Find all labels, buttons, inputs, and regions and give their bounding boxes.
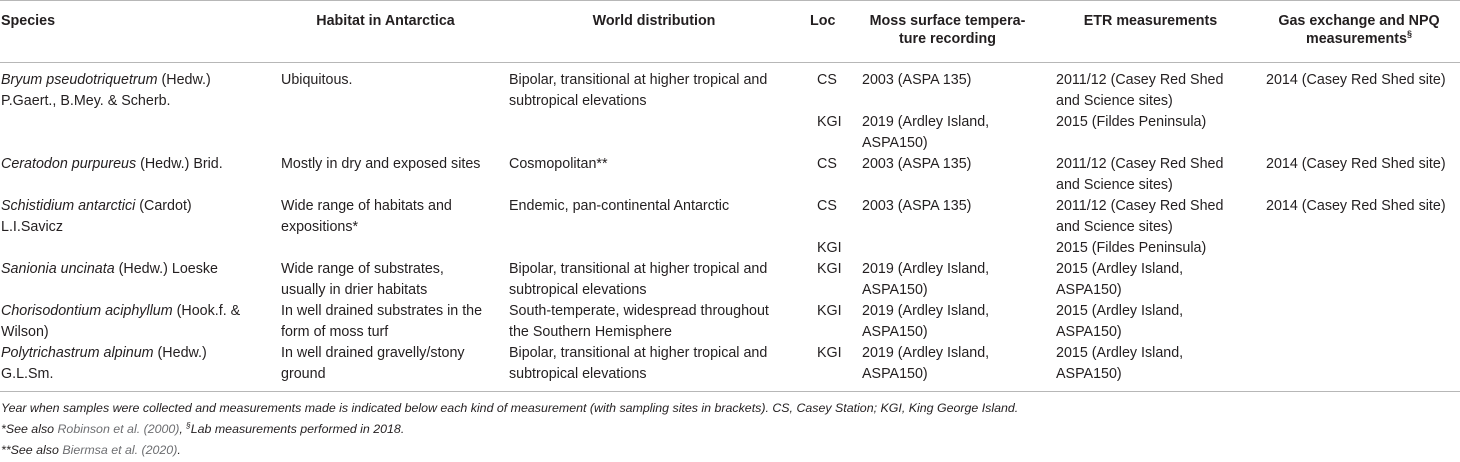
loc-cell: KGI bbox=[817, 261, 842, 277]
species-author: (Hedw.) bbox=[157, 72, 211, 88]
habitat-cell: Mostly in dry and exposed sites bbox=[281, 156, 481, 172]
species-author-line2: Wilson) bbox=[1, 324, 49, 340]
temp-line2: ASPA150) bbox=[862, 282, 928, 298]
world-line1: Bipolar, transitional at higher tropical and bbox=[509, 72, 768, 88]
etr-line2: ASPA150) bbox=[1056, 366, 1122, 382]
species-cell bbox=[0, 154, 272, 196]
world-line2: subtropical elevations bbox=[509, 93, 647, 109]
world-cell bbox=[499, 63, 809, 113]
loc-cell: KGI bbox=[817, 303, 842, 319]
footnote-double-asterisk bbox=[1, 440, 1018, 461]
species-name: Schistidium antarctici bbox=[1, 198, 136, 214]
etr-line1: 2015 (Ardley Island, bbox=[1056, 261, 1184, 277]
world-line2: subtropical elevations bbox=[509, 282, 647, 298]
habitat-cell bbox=[272, 343, 499, 392]
gas-cell bbox=[1258, 259, 1460, 301]
loc-cell: CS bbox=[817, 156, 837, 172]
loc-cell: CS bbox=[817, 198, 837, 214]
etr-cell bbox=[1043, 259, 1258, 301]
etr-cell bbox=[1043, 343, 1258, 392]
temp-cell bbox=[852, 112, 1043, 154]
etr-line1: 2015 (Ardley Island, bbox=[1056, 345, 1184, 361]
loc-cell: KGI bbox=[809, 343, 852, 392]
footnote-text: , bbox=[179, 422, 187, 436]
etr-cell bbox=[1043, 196, 1258, 238]
world-cell: Cosmopolitan** bbox=[509, 156, 608, 172]
table-row bbox=[0, 112, 1460, 154]
species-cell bbox=[0, 259, 272, 301]
etr-line1: 2011/12 (Casey Red Shed bbox=[1056, 198, 1224, 214]
temp-line1: 2019 (Ardley Island, bbox=[862, 345, 990, 361]
species-author: (Hedw.) bbox=[153, 345, 207, 361]
footnote-general: Year when samples were collected and measurements made is indicated below each kind of measurement (with sampling sites in brackets). CS, Casey Station; KGI, King George Island. bbox=[1, 401, 1019, 415]
loc-cell: CS bbox=[817, 72, 837, 88]
etr-cell bbox=[1043, 63, 1258, 113]
world-cell: Endemic, pan-continental Antarctic bbox=[509, 198, 730, 214]
footnote-sup: § bbox=[186, 421, 191, 430]
etr-line1: 2011/12 (Casey Red Shed bbox=[1056, 156, 1224, 172]
header-temp-line1: Moss surface tempera- bbox=[869, 13, 1026, 29]
temp-line2: ASPA150) bbox=[862, 135, 928, 151]
table-row bbox=[0, 154, 1460, 196]
etr-line1: 2011/12 (Casey Red Shed bbox=[1056, 72, 1224, 88]
species-name: Bryum pseudotriquetrum bbox=[1, 72, 158, 88]
loc-cell: KGI bbox=[817, 240, 842, 256]
temp-cell: 2003 (ASPA 135) bbox=[862, 156, 972, 172]
table-row bbox=[0, 238, 1460, 259]
table-row bbox=[0, 63, 1460, 113]
habitat-cell bbox=[272, 63, 499, 113]
table-row bbox=[0, 259, 1460, 301]
header-etr: ETR measurements bbox=[1043, 1, 1258, 63]
etr-line2: ASPA150) bbox=[1056, 324, 1122, 340]
world-cell bbox=[499, 301, 809, 343]
header-gas-line1: Gas exchange and NPQ bbox=[1278, 13, 1440, 29]
temp-line2: ASPA150) bbox=[862, 366, 928, 382]
world-line2: the Southern Hemisphere bbox=[509, 324, 672, 340]
species-author-line2: G.L.Sm. bbox=[1, 366, 54, 382]
habitat-line2: ground bbox=[281, 366, 326, 382]
species-author-line2: L.I.Savicz bbox=[1, 219, 63, 235]
habitat-line1: Wide range of habitats and bbox=[281, 198, 452, 214]
species-name: Ceratodon purpureus bbox=[1, 156, 137, 172]
habitat-cell bbox=[272, 259, 499, 301]
temp-cell: 2003 (ASPA 135) bbox=[862, 72, 972, 88]
header-habitat: Habitat in Antarctica bbox=[272, 1, 499, 63]
header-species: Species bbox=[0, 1, 272, 63]
footnote-asterisk bbox=[1, 419, 1018, 440]
world-line1: South-temperate, widespread throughout bbox=[509, 303, 769, 319]
species-name: Polytrichastrum alpinum bbox=[1, 345, 154, 361]
header-world-distribution: World distribution bbox=[499, 1, 809, 63]
etr-line2: and Science sites) bbox=[1056, 177, 1173, 193]
gas-cell: 2014 (Casey Red Shed site) bbox=[1266, 198, 1446, 214]
species-cell bbox=[0, 343, 272, 392]
etr-cell: 2015 (Fildes Peninsula) bbox=[1056, 114, 1207, 130]
gas-cell bbox=[1258, 301, 1460, 343]
etr-line2: and Science sites) bbox=[1056, 93, 1173, 109]
etr-cell: 2015 (Fildes Peninsula) bbox=[1056, 240, 1207, 256]
header-gas-exchange bbox=[1258, 1, 1460, 63]
habitat-line1: In well drained substrates in the bbox=[281, 303, 483, 319]
species-cell bbox=[0, 301, 272, 343]
species-name: Sanionia uncinata bbox=[1, 261, 115, 277]
habitat-line1: In well drained gravelly/stony bbox=[281, 345, 465, 361]
temp-line1: 2019 (Ardley Island, bbox=[862, 261, 990, 277]
header-gas-sup: § bbox=[1406, 29, 1412, 39]
header-row bbox=[0, 1, 1460, 63]
footnote-text: *See also bbox=[1, 422, 58, 436]
species-cell bbox=[0, 196, 272, 238]
footnote-text: **See also bbox=[1, 443, 63, 457]
temp-cell bbox=[852, 259, 1043, 301]
header-moss-temperature bbox=[852, 1, 1043, 63]
gas-cell: 2014 (Casey Red Shed site) bbox=[1266, 72, 1446, 88]
species-author: (Hedw.) Loeske bbox=[114, 261, 218, 277]
citation-link[interactable]: Robinson et al. (2000) bbox=[57, 422, 180, 436]
loc-cell: KGI bbox=[817, 114, 842, 130]
header-loc: Loc bbox=[809, 1, 852, 63]
header-temp-line2: ture recording bbox=[899, 31, 996, 47]
table-row bbox=[0, 196, 1460, 238]
temp-line2: ASPA150) bbox=[862, 324, 928, 340]
footnote-text: Lab measurements performed in 2018. bbox=[190, 422, 405, 436]
species-author: (Hook.f. & bbox=[172, 303, 241, 319]
habitat-line2: expositions* bbox=[281, 219, 359, 235]
species-cell bbox=[0, 63, 272, 113]
world-line1: Bipolar, transitional at higher tropical and bbox=[509, 345, 768, 361]
habitat-cell bbox=[272, 301, 499, 343]
header-gas-line2: measurements bbox=[1306, 31, 1407, 47]
etr-cell bbox=[1043, 154, 1258, 196]
habitat-text: Ubiquitous. bbox=[281, 72, 353, 88]
temp-cell: 2003 (ASPA 135) bbox=[862, 198, 972, 214]
table-row bbox=[0, 301, 1460, 343]
etr-line2: and Science sites) bbox=[1056, 219, 1173, 235]
world-line2: subtropical elevations bbox=[509, 366, 647, 382]
etr-line1: 2015 (Ardley Island, bbox=[1056, 303, 1184, 319]
species-author: (Cardot) bbox=[135, 198, 192, 214]
species-name: Chorisodontium aciphyllum bbox=[1, 303, 173, 319]
habitat-cell bbox=[272, 196, 499, 238]
temp-cell bbox=[852, 301, 1043, 343]
world-cell bbox=[499, 259, 809, 301]
footnote-text: . bbox=[177, 443, 181, 457]
habitat-line2: usually in drier habitats bbox=[281, 282, 428, 298]
etr-line2: ASPA150) bbox=[1056, 282, 1122, 298]
species-author: (Hedw.) Brid. bbox=[136, 156, 223, 172]
habitat-line1: Wide range of substrates, bbox=[281, 261, 444, 277]
table-footnotes bbox=[1, 398, 1018, 461]
species-author-line2: P.Gaert., B.Mey. & Scherb. bbox=[1, 93, 171, 109]
gas-cell bbox=[1258, 343, 1460, 392]
etr-cell bbox=[1043, 301, 1258, 343]
world-line1: Bipolar, transitional at higher tropical and bbox=[509, 261, 768, 277]
world-cell bbox=[499, 343, 809, 392]
temp-cell bbox=[852, 343, 1043, 392]
citation-link[interactable]: Biermsa et al. (2020) bbox=[62, 443, 178, 457]
habitat-line2: form of moss turf bbox=[281, 324, 389, 340]
temp-line1: 2019 (Ardley Island, bbox=[862, 303, 990, 319]
table-row bbox=[0, 343, 1460, 392]
gas-cell: 2014 (Casey Red Shed site) bbox=[1266, 156, 1446, 172]
temp-line1: 2019 (Ardley Island, bbox=[862, 114, 990, 130]
